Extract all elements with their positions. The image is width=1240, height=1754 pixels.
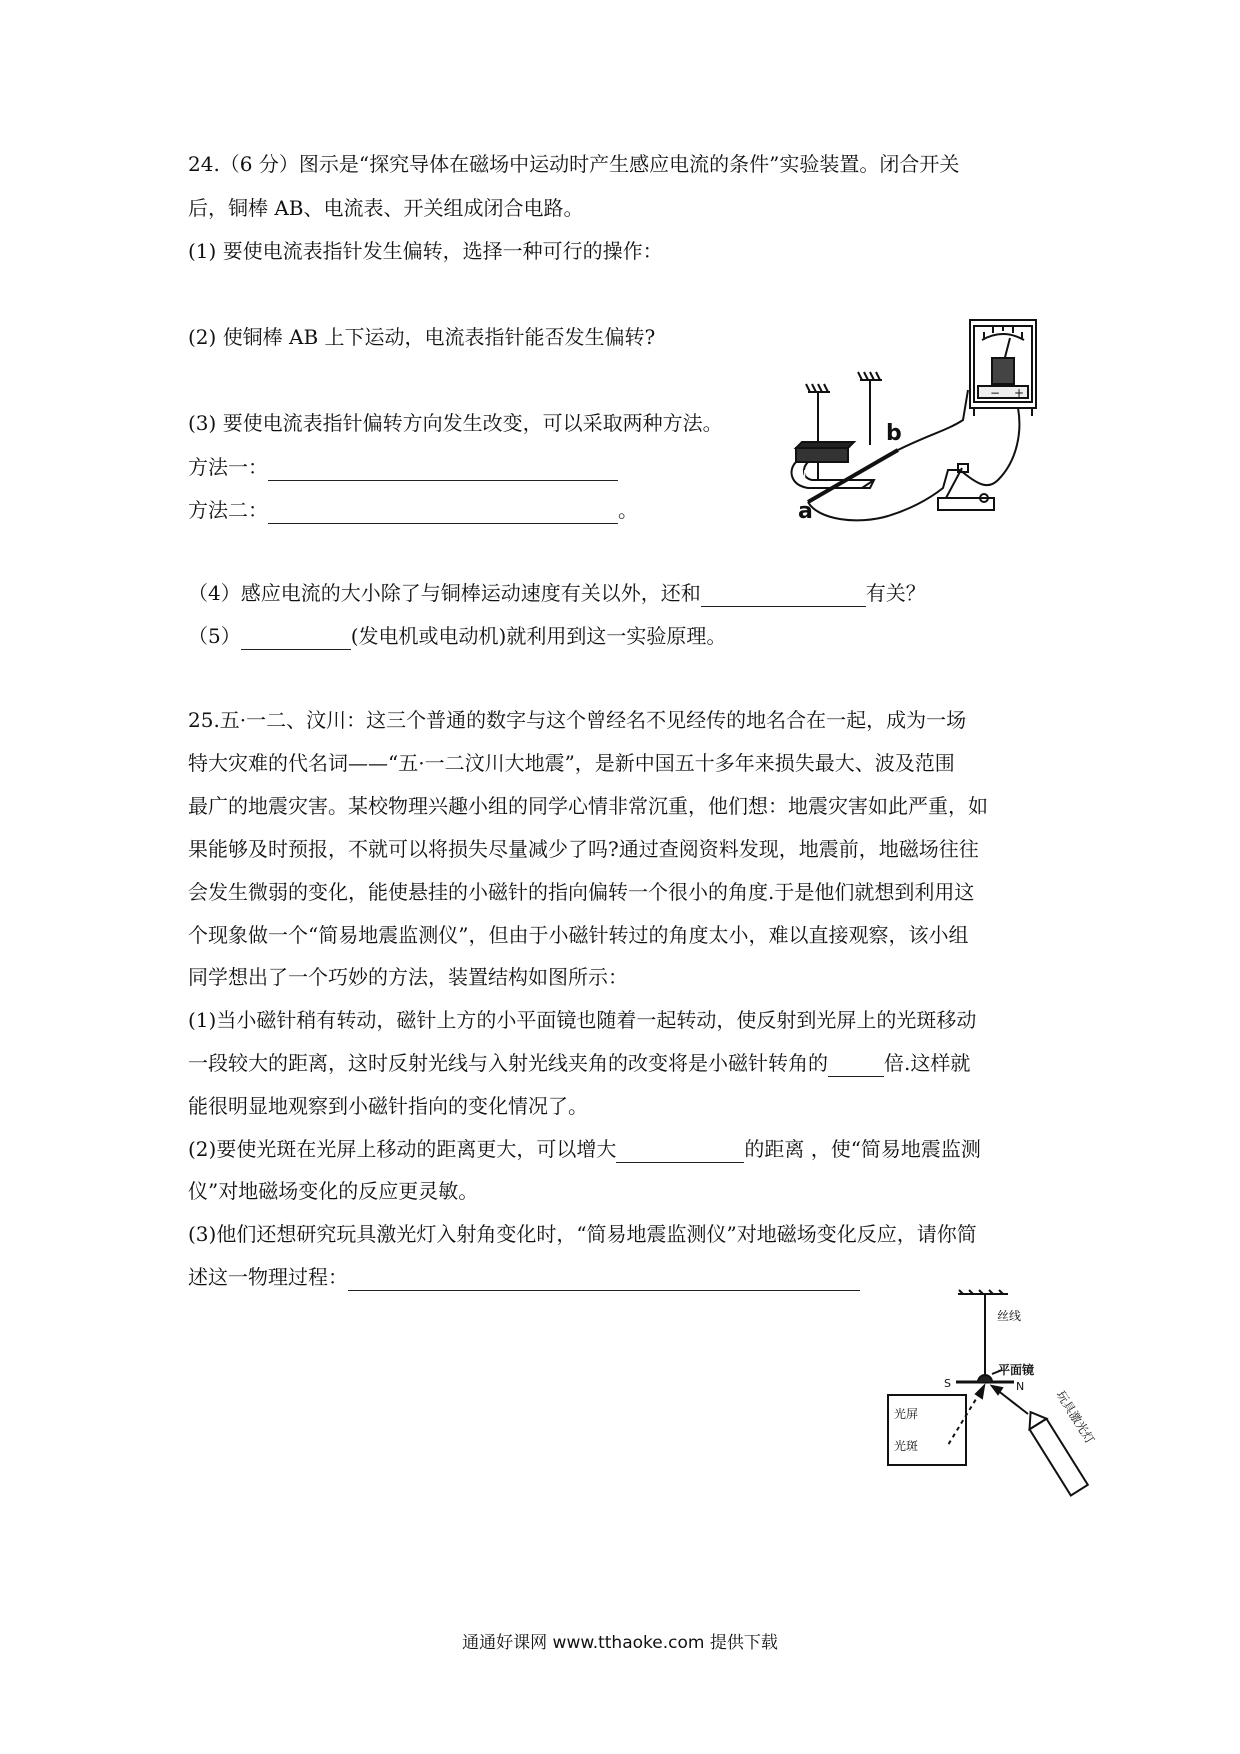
q25-sub-2-line-a [188,1135,981,1163]
q24-intro-line-1: 24.（6 分）图示是“探究导体在磁场中运动时产生感应电流的条件”实验装置。闭合开关 [188,152,960,176]
q24-method-1 [188,453,618,481]
laser-label: 玩具激光灯 [1053,1388,1098,1447]
q25-line-3: 最广的地震灾害。某校物理兴趣小组的同学心情非常沉重，他们想：地震灾害如此严重，如 [188,794,988,818]
q24-method-2 [188,496,638,524]
magnet-n-label: N [798,468,807,481]
seismic-monitor-figure [888,1290,1098,1490]
screen-label: 光屏 [894,1407,919,1421]
part-4-blank[interactable] [701,584,866,607]
needle-s-label: S [944,1377,951,1390]
q25-line-5: 会发生微弱的变化，能使悬挂的小磁针的指向偏转一个很小的角度.于是他们就想到利用这 [188,880,975,904]
part-5-blank[interactable] [241,627,351,650]
meter-plus-label: + [1014,386,1025,400]
method-1-label: 方法一： [188,455,268,479]
meter-minus-label: − [990,386,1001,400]
sub-2-blank[interactable] [616,1140,744,1163]
q24-part-5 [188,622,726,650]
label-b: b [886,421,902,446]
q24-part-2: (2) 使铜棒 AB 上下运动，电流表指针能否发生偏转? [188,325,656,349]
mirror-label: 平面镜 [998,1363,1035,1377]
method-2-end: 。 [618,498,638,522]
sub-2-text-a: (2)要使光斑在光屏上移动的距离更大，可以增大 [188,1137,617,1161]
part-5-text-a: （5） [188,624,241,648]
thread-label: 丝线 [997,1309,1022,1323]
needle-n-label: N [1016,1380,1025,1393]
q24-part-4 [188,579,926,607]
q25-line-4: 果能够及时预报，不就可以将损失尽量减少了吗?通过查阅资料发现，地震前，地磁场往往 [188,837,979,861]
q24-part-3: (3) 要使电流表指针偏转方向发生改变，可以采取两种方法。 [188,411,723,435]
method-1-blank[interactable] [268,458,618,481]
q25-sub-1-line-a: (1)当小磁针稍有转动，磁针上方的小平面镜也随着一起转动，使反射到光屏上的光斑移动 [188,1008,977,1032]
part-4-text-a: （4）感应电流的大小除了与铜棒运动速度有关以外，还和 [188,581,701,605]
spot-label: 光斑 [894,1439,919,1453]
q24-part-1: (1) 要使电流表指针发生偏转，选择一种可行的操作： [188,239,663,263]
q25-line-2: 特大灾难的代名词——“五·一二汶川大地震”，是新中国五十多年来损失最大、波及范围 [188,751,955,775]
part-4-text-b: 有关？ [865,581,926,605]
q25-line-6: 个现象做一个“简易地震监测仪”，但由于小磁针转过的角度太小，难以直接观察，该小组 [188,923,969,947]
sub-1-blank[interactable] [828,1054,884,1077]
induction-experiment-figure [778,320,1040,530]
q25-sub-2-line-c: 仪”对地磁场变化的反应更灵敏。 [188,1179,479,1203]
sub-1-text-c: 倍.这样就 [884,1051,971,1075]
page-footer: 通通好课网 www.tthaoke.com 提供下载 [462,1633,778,1653]
sub-2-text-b: 的距离 ，使“简易地震监测 [744,1137,981,1161]
sub-3-text-b: 述这一物理过程： [188,1265,348,1289]
label-a: a [798,499,813,524]
sub-1-text-b: 一段较大的距离，这时反射光线与入射光线夹角的改变将是小磁针转角的 [188,1051,828,1075]
q25-sub-1-line-d: 能很明显地观察到小磁针指向的变化情况了。 [188,1094,588,1118]
method-2-label: 方法二： [188,498,268,522]
q25-line-7: 同学想出了一个巧妙的方法，装置结构如图所示： [188,965,628,989]
q25-sub-1-line-b [188,1049,970,1077]
q25-sub-3-line-a: (3)他们还想研究玩具激光灯入射角变化时，“简易地震监测仪”对地磁场变化反应，请你简 [188,1222,977,1246]
method-2-blank[interactable] [268,501,618,524]
q25-line-1: 25.五·一二、汶川：这三个普通的数字与这个曾经名不见经传的地名合在一起，成为一场 [188,708,967,732]
q25-sub-3-line-b [188,1263,860,1291]
q24-intro-line-2: 后，铜棒 AB、电流表、开关组成闭合电路。 [188,196,584,220]
part-5-text-b: (发电机或电动机)就利用到这一实验原理。 [350,624,727,648]
sub-3-blank[interactable] [348,1268,860,1291]
